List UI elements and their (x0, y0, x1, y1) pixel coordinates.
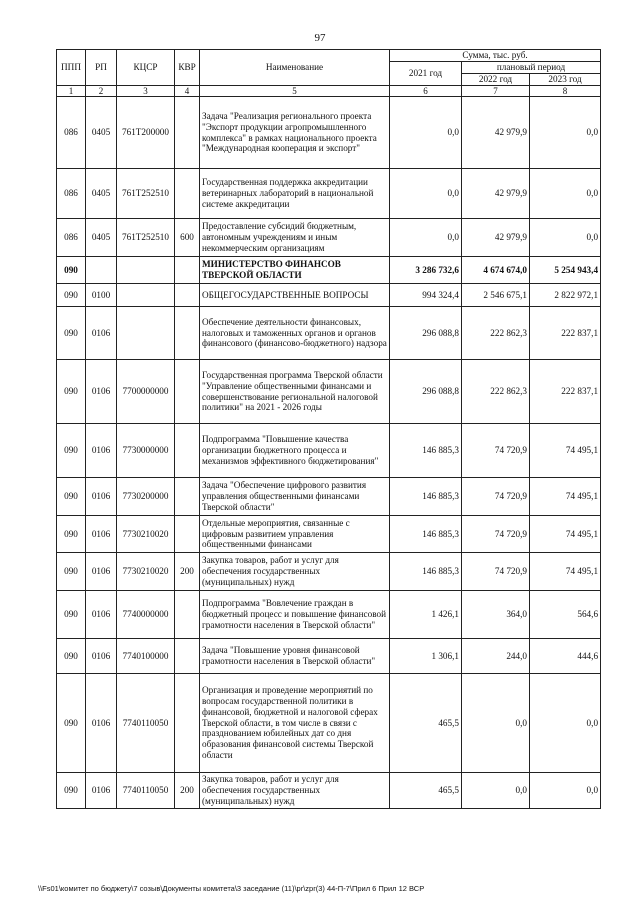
header-year-2021: 2021 год (390, 62, 462, 86)
cell-kvr (175, 516, 200, 553)
cell-ppp: 090 (57, 639, 86, 674)
cell-2021: 0,0 (390, 169, 462, 219)
cell-kcsr: 7730210020 (117, 553, 175, 591)
cell-rp (86, 257, 117, 284)
cell-ppp: 090 (57, 424, 86, 478)
cell-2022: 74 720,9 (462, 516, 530, 553)
cell-name: Государственная программа Тверской области "Управление общественными финансами и совершенствование региональной налоговой политики" на 2021 - 2026 годы (200, 360, 390, 424)
table-body (57, 97, 601, 809)
cell-kcsr: 761Т200000 (117, 97, 175, 169)
cell-name: Обеспечение деятельности финансовых, налоговых и таможенных органов и органов финансового (финансово-бюджетного) надзора (200, 307, 390, 360)
cell-kvr (175, 424, 200, 478)
cell-name: Предоставление субсидий бюджетным, автономным учреждениям и иным некоммерческим организациям (200, 219, 390, 257)
table-row (57, 284, 601, 307)
table-row (57, 97, 601, 169)
cell-2023: 0,0 (530, 219, 601, 257)
cell-2023: 74 495,1 (530, 516, 601, 553)
header-ppp: ППП (57, 50, 86, 86)
cell-2023: 5 254 943,4 (530, 257, 601, 284)
cell-ppp: 090 (57, 307, 86, 360)
cell-2021: 465,5 (390, 773, 462, 809)
cell-ppp: 086 (57, 219, 86, 257)
cell-kcsr: 7700000000 (117, 360, 175, 424)
cell-2023: 0,0 (530, 169, 601, 219)
header-kvr: КВР (175, 50, 200, 86)
cell-kvr: 200 (175, 773, 200, 809)
cell-kvr (175, 284, 200, 307)
cell-ppp: 090 (57, 478, 86, 516)
table-row (57, 424, 601, 478)
cell-2021: 0,0 (390, 219, 462, 257)
cell-rp: 0106 (86, 360, 117, 424)
cell-kcsr: 7730000000 (117, 424, 175, 478)
table-row (57, 639, 601, 674)
cell-kcsr: 761Т252510 (117, 219, 175, 257)
cell-rp: 0106 (86, 516, 117, 553)
cell-name: Подпрограмма "Вовлечение граждан в бюджетный процесс и повышение финансовой грамотности населения в Тверской области" (200, 591, 390, 639)
header-year-2023: 2023 год (530, 74, 601, 86)
cell-kvr (175, 257, 200, 284)
table-row (57, 307, 601, 360)
table-header (57, 50, 601, 97)
cell-2021: 1 426,1 (390, 591, 462, 639)
cell-ppp: 086 (57, 97, 86, 169)
header-name: Наименование (200, 50, 390, 86)
table-row (57, 516, 601, 553)
cell-kcsr: 7740110050 (117, 674, 175, 773)
cell-2023: 0,0 (530, 674, 601, 773)
cell-name: Закупка товаров, работ и услуг для обеспечения государственных (муниципальных) нужд (200, 553, 390, 591)
cell-2021: 3 286 732,6 (390, 257, 462, 284)
cell-kcsr: 761Т252510 (117, 169, 175, 219)
table-row (57, 591, 601, 639)
cell-ppp: 090 (57, 516, 86, 553)
cell-2022: 222 862,3 (462, 360, 530, 424)
cell-kvr (175, 674, 200, 773)
cell-kcsr: 7730210020 (117, 516, 175, 553)
cell-name: Государственная поддержка аккредитации ветеринарных лабораторий в национальной системе аккредитации (200, 169, 390, 219)
table-row (57, 773, 601, 809)
cell-ppp: 090 (57, 591, 86, 639)
cell-kvr (175, 169, 200, 219)
column-number: 4 (175, 86, 200, 97)
cell-2022: 364,0 (462, 591, 530, 639)
cell-2022: 0,0 (462, 674, 530, 773)
cell-kcsr: 7730200000 (117, 478, 175, 516)
cell-ppp: 090 (57, 773, 86, 809)
cell-ppp: 090 (57, 257, 86, 284)
cell-2022: 74 720,9 (462, 553, 530, 591)
column-number: 5 (200, 86, 390, 97)
cell-2022: 74 720,9 (462, 478, 530, 516)
cell-kvr (175, 97, 200, 169)
cell-name: Задача "Реализация регионального проекта "Экспорт продукции агропромышленного комплекса" в рамках национального проекта "Международная кооперация и экспорт" (200, 97, 390, 169)
cell-name: Организация и проведение мероприятий по вопросам государственной политики в финансовой, бюджетной и налоговой сферах Тверской области, в том числе в связи с празднованием юбилейных дат со дня образования финансовой системы Тверской области (200, 674, 390, 773)
header-rp: РП (86, 50, 117, 86)
cell-rp: 0106 (86, 773, 117, 809)
cell-ppp: 090 (57, 674, 86, 773)
cell-name: Задача "Обеспечение цифрового развития управления общественными финансами Тверской области" (200, 478, 390, 516)
cell-2022: 42 979,9 (462, 219, 530, 257)
cell-rp: 0405 (86, 219, 117, 257)
cell-kvr (175, 639, 200, 674)
table-row (57, 553, 601, 591)
cell-rp: 0405 (86, 97, 117, 169)
table-row (57, 219, 601, 257)
cell-rp: 0106 (86, 307, 117, 360)
cell-2023: 74 495,1 (530, 478, 601, 516)
cell-name: Закупка товаров, работ и услуг для обеспечения государственных (муниципальных) нужд (200, 773, 390, 809)
cell-2021: 146 885,3 (390, 516, 462, 553)
cell-kcsr: 7740110050 (117, 773, 175, 809)
cell-rp: 0100 (86, 284, 117, 307)
cell-2022: 4 674 674,0 (462, 257, 530, 284)
cell-2021: 465,5 (390, 674, 462, 773)
cell-2023: 444,6 (530, 639, 601, 674)
table-row (57, 169, 601, 219)
cell-2022: 42 979,9 (462, 97, 530, 169)
cell-rp: 0106 (86, 591, 117, 639)
column-number-row (57, 86, 601, 97)
column-number: 2 (86, 86, 117, 97)
header-year-2022: 2022 год (462, 74, 530, 86)
cell-kvr (175, 478, 200, 516)
cell-2023: 0,0 (530, 97, 601, 169)
cell-2021: 146 885,3 (390, 553, 462, 591)
cell-kcsr (117, 257, 175, 284)
cell-name: МИНИСТЕРСТВО ФИНАНСОВ ТВЕРСКОЙ ОБЛАСТИ (200, 257, 390, 284)
cell-kcsr (117, 284, 175, 307)
footer-path: \\Fs01\комитет по бюджету\7 созыв\Документы комитета\3 заседание (11)\pr\zpr(3) 44-П-7\Прил 6 Прил 12 ВСР (38, 884, 425, 893)
cell-rp: 0106 (86, 478, 117, 516)
cell-name: Подпрограмма "Повышение качества организации бюджетного процесса и механизмов эффективного бюджетирования" (200, 424, 390, 478)
table-row (57, 674, 601, 773)
table-row (57, 360, 601, 424)
cell-ppp: 090 (57, 360, 86, 424)
cell-2022: 42 979,9 (462, 169, 530, 219)
cell-rp: 0106 (86, 553, 117, 591)
cell-rp: 0106 (86, 424, 117, 478)
cell-2021: 146 885,3 (390, 478, 462, 516)
cell-name: Отдельные мероприятия, связанные с цифровым развитием управления общественными финансами (200, 516, 390, 553)
cell-kvr (175, 360, 200, 424)
cell-2022: 222 862,3 (462, 307, 530, 360)
column-number: 1 (57, 86, 86, 97)
column-number: 7 (462, 86, 530, 97)
cell-2021: 146 885,3 (390, 424, 462, 478)
column-number: 6 (390, 86, 462, 97)
cell-name: Задача "Повышение уровня финансовой грамотности населения в Тверской области" (200, 639, 390, 674)
cell-2021: 994 324,4 (390, 284, 462, 307)
cell-kvr (175, 307, 200, 360)
cell-2023: 74 495,1 (530, 553, 601, 591)
cell-2022: 2 546 675,1 (462, 284, 530, 307)
cell-2021: 0,0 (390, 97, 462, 169)
cell-kcsr: 7740000000 (117, 591, 175, 639)
header-plan-period: плановый период (462, 62, 601, 74)
cell-ppp: 090 (57, 553, 86, 591)
page-number: 97 (314, 32, 326, 44)
cell-ppp: 086 (57, 169, 86, 219)
table-row (57, 478, 601, 516)
cell-rp: 0106 (86, 674, 117, 773)
column-number: 3 (117, 86, 175, 97)
cell-2023: 222 837,1 (530, 360, 601, 424)
cell-kvr: 200 (175, 553, 200, 591)
cell-2022: 74 720,9 (462, 424, 530, 478)
cell-2022: 0,0 (462, 773, 530, 809)
cell-2021: 1 306,1 (390, 639, 462, 674)
cell-rp: 0405 (86, 169, 117, 219)
cell-2023: 0,0 (530, 773, 601, 809)
cell-2021: 296 088,8 (390, 307, 462, 360)
cell-2023: 74 495,1 (530, 424, 601, 478)
header-sum-group: Сумма, тыс. руб. (390, 50, 601, 62)
cell-2023: 222 837,1 (530, 307, 601, 360)
cell-kvr: 600 (175, 219, 200, 257)
cell-kcsr: 7740100000 (117, 639, 175, 674)
table-row (57, 257, 601, 284)
cell-2023: 564,6 (530, 591, 601, 639)
cell-rp: 0106 (86, 639, 117, 674)
cell-kcsr (117, 307, 175, 360)
column-number: 8 (530, 86, 601, 97)
cell-2021: 296 088,8 (390, 360, 462, 424)
cell-name: ОБЩЕГОСУДАРСТВЕННЫЕ ВОПРОСЫ (200, 284, 390, 307)
cell-2023: 2 822 972,1 (530, 284, 601, 307)
cell-kvr (175, 591, 200, 639)
cell-ppp: 090 (57, 284, 86, 307)
header-kcsr: КЦСР (117, 50, 175, 86)
budget-table (56, 49, 601, 809)
cell-2022: 244,0 (462, 639, 530, 674)
